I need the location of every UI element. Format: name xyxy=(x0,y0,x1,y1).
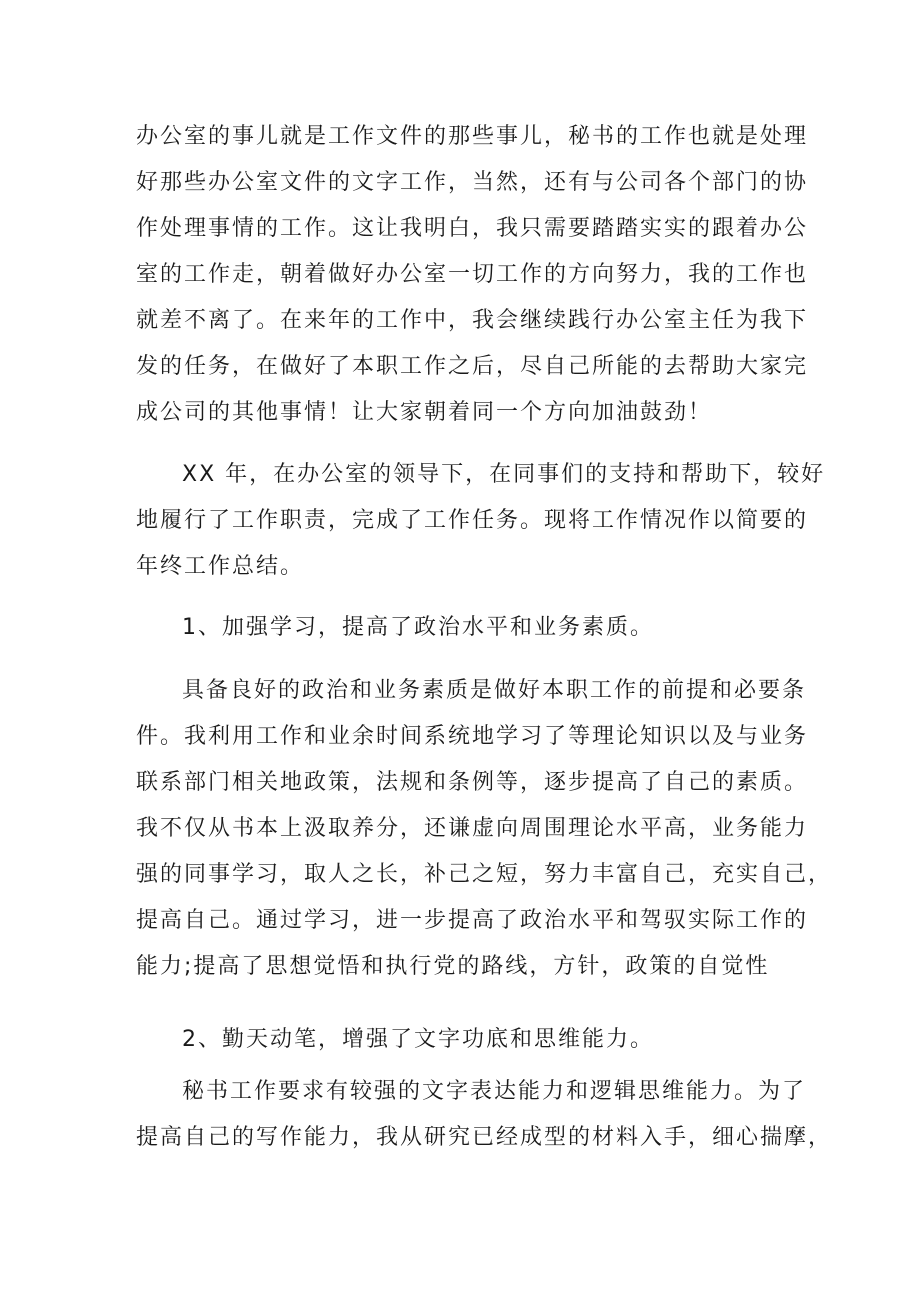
text-line: 件。我利用工作和业余时间系统地学习了等理论知识以及与业务 xyxy=(136,724,809,749)
text-line: 发的任务，在做好了本职工作之后，尽自己所能的去帮助大家完 xyxy=(136,354,809,379)
heading-text: 2、勤天动笔，增强了文字功底和思维能力。 xyxy=(182,1027,654,1052)
text-line: 好那些办公室文件的文字工作，当然，还有与公司各个部门的协 xyxy=(136,170,809,195)
text-line: 成公司的其他事情！让大家朝着同一个方向加油鼓劲！ xyxy=(136,400,713,425)
paragraph-writing xyxy=(136,1069,833,1161)
paragraph-year-summary-intro xyxy=(136,452,826,590)
text-line: 年终工作总结。 xyxy=(136,554,305,579)
text-line: 作处理事情的工作。这让我明白，我只需要踏踏实实的跟着办公 xyxy=(136,216,809,241)
heading-text: 1、加强学习，提高了政治水平和业务素质。 xyxy=(182,615,654,640)
section-heading-1 xyxy=(136,605,796,651)
text-line: 提高自己。通过学习，进一步提高了政治水平和驾驭实际工作的 xyxy=(136,908,809,933)
text-line: 就差不离了。在来年的工作中，我会继续践行办公室主任为我下 xyxy=(136,308,809,333)
section-heading-2 xyxy=(136,1017,796,1063)
text-line: 联系部门相关地政策，法规和条例等，逐步提高了自己的素质。 xyxy=(136,770,809,795)
text-line: 具备良好的政治和业务素质是做好本职工作的前提和必要条 xyxy=(182,678,807,703)
text-line: XX 年，在办公室的领导下，在同事们的支持和帮助下，较好 xyxy=(182,462,826,487)
text-line: 我不仅从书本上汲取养分，还谦虚向周围理论水平高，业务能力 xyxy=(136,816,809,841)
text-line: 室的工作走，朝着做好办公室一切工作的方向努力，我的工作也 xyxy=(136,262,809,287)
text-line: 强的同事学习，取人之长，补己之短，努力丰富自己，充实自己， xyxy=(136,862,833,887)
paragraph-office-work xyxy=(136,114,809,436)
text-line: 秘书工作要求有较强的文字表达能力和逻辑思维能力。为了 xyxy=(182,1079,807,1104)
text-line: 地履行了工作职责，完成了工作任务。现将工作情况作以简要的 xyxy=(136,508,809,533)
text-line: 提高自己的写作能力，我从研究已经成型的材料入手，细心揣摩， xyxy=(136,1125,833,1150)
paragraph-study xyxy=(136,668,833,990)
text-line: 能力;提高了思想觉悟和执行党的路线，方针，政策的自觉性 xyxy=(136,954,770,979)
text-line: 办公室的事儿就是工作文件的那些事儿，秘书的工作也就是处理 xyxy=(136,124,809,149)
